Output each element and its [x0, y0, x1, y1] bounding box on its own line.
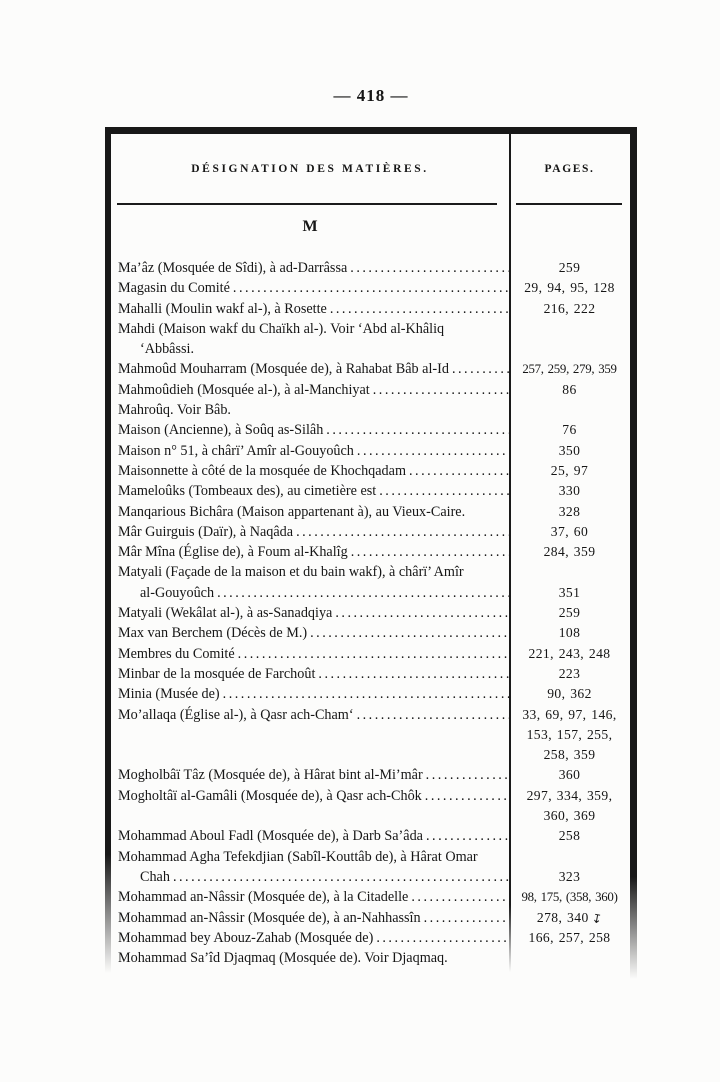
entry-designation	[111, 400, 509, 420]
page-numbers: 258	[558, 828, 581, 844]
entry-text-line	[111, 359, 509, 379]
page-numbers: 76	[562, 422, 577, 438]
entry-designation	[111, 319, 509, 360]
entry-text-line	[111, 684, 509, 704]
entry-text-line	[111, 461, 509, 481]
page-numbers: 330	[558, 483, 581, 499]
index-entry-row	[111, 258, 630, 278]
dot-leader	[326, 420, 509, 440]
entry-pages	[509, 765, 630, 785]
entry-pages	[509, 644, 630, 664]
dot-leader	[379, 481, 509, 501]
dot-leader	[452, 359, 509, 379]
entry-text: Mo’allaqa (Église al-), à Qasr ach-Cham‘	[118, 706, 354, 723]
entry-text-line	[111, 765, 509, 785]
entry-pages	[509, 441, 630, 461]
entry-designation	[111, 765, 509, 785]
entry-text: Maison (Ancienne), à Soûq as-Silâh	[118, 422, 324, 439]
index-entry-row	[111, 502, 630, 522]
index-entry-row	[111, 826, 630, 846]
entry-text: Matyali (Wekâlat al-), à as-Sanadqiya	[118, 605, 333, 622]
page-numbers: 323	[558, 868, 581, 884]
page-numbers: 108	[558, 625, 581, 641]
entry-pages	[509, 522, 630, 542]
index-entry-row	[111, 542, 630, 562]
entry-designation	[111, 562, 509, 603]
index-entry-row	[111, 887, 630, 907]
dot-leader	[411, 887, 509, 907]
entry-text-line	[111, 481, 509, 501]
entry-text: Mahroûq. Voir Bâb.	[118, 402, 231, 419]
dot-leader	[373, 380, 509, 400]
index-entry-row	[111, 623, 630, 643]
index-entry-row	[111, 400, 630, 420]
entry-text: Mohammad Sa’îd Djaqmaq (Mosquée de). Voir Djaqmaq.	[118, 950, 448, 967]
index-entry-row	[111, 664, 630, 684]
entry-designation	[111, 542, 509, 562]
entry-pages	[509, 887, 630, 907]
pages-column-header: PAGES.	[544, 162, 595, 175]
entry-text: Mahmoûd Mouharram (Mosquée de), à Rahabat Bâb al-Id	[118, 361, 449, 378]
entry-pages	[509, 258, 630, 278]
index-entry-row	[111, 420, 630, 440]
entry-text-line	[111, 299, 509, 319]
page-numbers: 259	[558, 605, 581, 621]
entry-designation	[111, 644, 509, 664]
entry-text-line	[111, 522, 509, 542]
dot-leader	[223, 684, 509, 704]
entry-designation	[111, 664, 509, 684]
entry-pages	[509, 319, 630, 360]
page-numbers: 258, 359	[543, 747, 596, 763]
entry-text-line	[111, 441, 509, 461]
index-entry-row	[111, 299, 630, 319]
entry-pages	[509, 400, 630, 420]
entry-text: Mogholbâï Tâz (Mosquée de), à Hârat bint al-Mi’mâr	[118, 767, 423, 784]
entry-designation	[111, 928, 509, 948]
dot-leader	[335, 603, 509, 623]
entry-pages	[509, 542, 630, 562]
entry-text-line	[111, 562, 509, 582]
entry-designation	[111, 847, 509, 888]
entry-pages	[509, 705, 630, 766]
entry-pages	[509, 928, 630, 948]
entry-text: Mohammad an-Nâssir (Mosquée de), à la Citadelle	[118, 889, 409, 906]
entry-designation	[111, 908, 509, 928]
dot-leader	[357, 705, 509, 725]
page-numbers: 33, 69, 97, 146,	[522, 706, 617, 722]
entry-text-line	[111, 319, 509, 339]
dot-leader	[424, 908, 509, 928]
page-number: — 418 —	[333, 86, 409, 105]
entry-text: Mahmoûdieh (Mosquée al-), à al-Manchiyat	[118, 381, 370, 398]
entry-text: Minbar de la mosquée de Farchoût	[118, 665, 316, 682]
dot-leader	[357, 441, 509, 461]
index-entry-row	[111, 786, 630, 827]
entry-designation	[111, 278, 509, 298]
table-border-top	[105, 127, 637, 134]
table-border-right	[630, 127, 637, 979]
entry-text-line	[111, 887, 509, 907]
entry-text: Ma’âz (Mosquée de Sîdi), à ad-Darrâssa	[118, 260, 348, 276]
dot-leader	[233, 278, 509, 298]
dot-leader	[351, 542, 509, 562]
index-entry-row	[111, 765, 630, 785]
entry-designation	[111, 359, 509, 379]
entry-text-line	[111, 908, 509, 928]
page-numbers: 284, 359	[543, 544, 596, 560]
entry-pages	[509, 359, 630, 379]
dot-leader	[425, 786, 509, 806]
entry-designation	[111, 481, 509, 501]
entry-text-line	[111, 502, 509, 522]
entry-pages	[509, 562, 630, 603]
entry-pages	[509, 948, 630, 968]
page-numbers: 37, 60	[550, 523, 589, 539]
dot-leader	[173, 867, 509, 887]
entry-text-line	[111, 867, 509, 887]
dot-leader	[318, 664, 509, 684]
entry-pages	[509, 664, 630, 684]
entry-designation	[111, 786, 509, 827]
dot-leader	[376, 928, 509, 948]
index-entry-row	[111, 278, 630, 298]
dot-leader	[426, 826, 509, 846]
page-numbers: 90, 362	[547, 686, 592, 702]
entry-text-line	[111, 339, 509, 359]
index-entry-row	[111, 481, 630, 501]
entry-designation	[111, 502, 509, 522]
entry-text-line	[111, 664, 509, 684]
entry-text-line	[111, 278, 509, 298]
section-letter: M	[302, 218, 318, 235]
page-numbers: 223	[558, 665, 581, 681]
dot-leader	[238, 644, 509, 664]
index-entry-row	[111, 644, 630, 664]
entry-designation	[111, 705, 509, 766]
entry-text: Magasin du Comité	[118, 280, 230, 297]
entry-text-line	[111, 826, 509, 846]
entry-designation	[111, 258, 509, 278]
page-numbers: 360	[558, 767, 581, 783]
page-numbers: 216, 222	[543, 300, 596, 316]
page-numbers: 25, 97	[550, 462, 589, 478]
dot-leader	[426, 765, 509, 785]
index-entry-row	[111, 705, 630, 766]
index-entry-row	[111, 319, 630, 360]
page-numbers: 328	[558, 503, 581, 519]
index-entry-row	[111, 847, 630, 888]
entry-text-line	[111, 258, 509, 278]
entry-text-line	[111, 380, 509, 400]
entry-pages	[509, 299, 630, 319]
entry-text: Max van Berchem (Décès de M.)	[118, 625, 308, 642]
entry-designation	[111, 603, 509, 623]
entry-text-line	[111, 542, 509, 562]
entry-pages	[509, 623, 630, 643]
page-numbers: 257, 259, 279, 359	[522, 362, 617, 377]
page-numbers: 350	[558, 442, 581, 458]
entry-designation	[111, 826, 509, 846]
entry-text: Minia (Musée de)	[118, 686, 220, 703]
entry-designation	[111, 684, 509, 704]
index-entry-row	[111, 441, 630, 461]
entry-text-line	[111, 786, 509, 806]
entry-designation	[111, 299, 509, 319]
entry-text-line	[111, 928, 509, 948]
page-numbers: 153, 157, 255,	[526, 726, 613, 742]
entry-text: Mohammad Aboul Fadl (Mosquée de), à Darb Sa’âda	[118, 828, 423, 845]
index-entry-row	[111, 948, 630, 968]
index-entry-row	[111, 603, 630, 623]
entry-pages	[509, 826, 630, 846]
designation-column-header: DÉSIGNATION DES MATIÈRES.	[191, 162, 429, 175]
dot-leader	[350, 258, 509, 278]
entry-text: Mohammad an-Nâssir (Mosquée de), à an-Nahhassîn	[118, 909, 421, 926]
index-entry-row	[111, 380, 630, 400]
entry-pages	[509, 684, 630, 704]
entry-text: ‘Abbâssi.	[140, 341, 194, 358]
entry-pages	[509, 908, 630, 928]
entry-text: Membres du Comité	[118, 645, 235, 662]
index-entry-row	[111, 461, 630, 481]
entry-text: Mohammad bey Abouz-Zahab (Mosquée de)	[118, 929, 374, 946]
entry-designation	[111, 420, 509, 440]
dot-leader	[296, 522, 509, 542]
entry-designation	[111, 623, 509, 643]
entry-text: Chah	[140, 868, 170, 885]
entry-text: Maisonnette à côté de la mosquée de Khochqadam	[118, 462, 406, 479]
index-table	[111, 134, 630, 968]
entry-text: Mogholtâï al-Gamâli (Mosquée de), à Qasr ach-Chôk	[118, 787, 422, 804]
entry-text-line	[111, 623, 509, 643]
entry-designation	[111, 522, 509, 542]
entry-designation	[111, 441, 509, 461]
entry-text: Mâr Mîna (Église de), à Foum al-Khalîg	[118, 544, 348, 561]
entry-text: Mâr Guirguis (Daïr), à Naqâda	[118, 523, 294, 540]
entry-pages	[509, 786, 630, 827]
entry-designation	[111, 948, 509, 968]
index-entry-row	[111, 908, 630, 928]
table-header-row	[111, 134, 630, 203]
entries	[111, 258, 630, 968]
entry-text: Maison n° 51, à chârï’ Amîr al-Gouyoûch	[118, 442, 354, 459]
page-numbers: 297, 334, 359,	[526, 787, 613, 803]
entry-pages	[509, 603, 630, 623]
entry-pages	[509, 481, 630, 501]
dot-leader	[310, 623, 509, 643]
entry-text: al-Gouyoûch	[140, 584, 215, 601]
page-numbers: 278, 340 ↧	[509, 908, 630, 928]
handwritten-mark: ↧	[590, 910, 604, 927]
page-numbers: 86	[562, 381, 577, 397]
entry-text-line	[111, 705, 509, 725]
index-entry-row	[111, 562, 630, 603]
page-numbers: 29, 94, 95, 128	[524, 280, 615, 296]
dot-leader	[217, 583, 509, 603]
index-entry-row	[111, 522, 630, 542]
entry-text: Manqarious Bichâra (Maison appartenant à), au Vieux-Caire.	[118, 503, 466, 520]
entry-designation	[111, 461, 509, 481]
index-entry-row	[111, 684, 630, 704]
page-numbers: 351	[558, 584, 581, 600]
page-numbers: 166, 257, 258	[528, 929, 611, 945]
entry-text: Mahalli (Moulin wakf al-), à Rosette	[118, 300, 327, 317]
page-numbers: 360, 369	[543, 808, 596, 824]
entry-designation	[111, 380, 509, 400]
entry-pages	[509, 847, 630, 888]
entry-designation	[111, 887, 509, 907]
entry-pages	[509, 502, 630, 522]
entry-text-line	[111, 420, 509, 440]
entry-text: Mahdi (Maison wakf du Chaïkh al-). Voir ‘Abd al-Khâliq	[118, 320, 445, 337]
entry-pages	[509, 420, 630, 440]
entry-text: Matyali (Façade de la maison et du bain wakf), à chârï’ Amîr	[118, 564, 464, 581]
entry-pages	[509, 461, 630, 481]
entry-text-line	[111, 644, 509, 664]
entry-text-line	[111, 400, 509, 420]
index-entry-row	[111, 359, 630, 379]
index-entry-row	[111, 928, 630, 948]
entry-text-line	[111, 603, 509, 623]
entry-pages	[509, 380, 630, 400]
dot-leader	[409, 461, 509, 481]
dot-leader	[330, 299, 509, 319]
entry-text: Mameloûks (Tombeaux des), au cimetière est	[118, 483, 377, 500]
page-numbers: 259	[558, 260, 581, 275]
page-numbers: 221, 243, 248	[528, 645, 611, 661]
entry-text-line	[111, 948, 509, 968]
entry-text-line	[111, 583, 509, 603]
entry-pages	[509, 278, 630, 298]
entry-text: Mohammad Agha Tefekdjian (Sabîl-Kouttâb de), à Hârat Omar	[118, 848, 478, 865]
entry-text-line	[111, 847, 509, 867]
page-numbers: 98, 175, (358, 360)	[521, 890, 618, 905]
